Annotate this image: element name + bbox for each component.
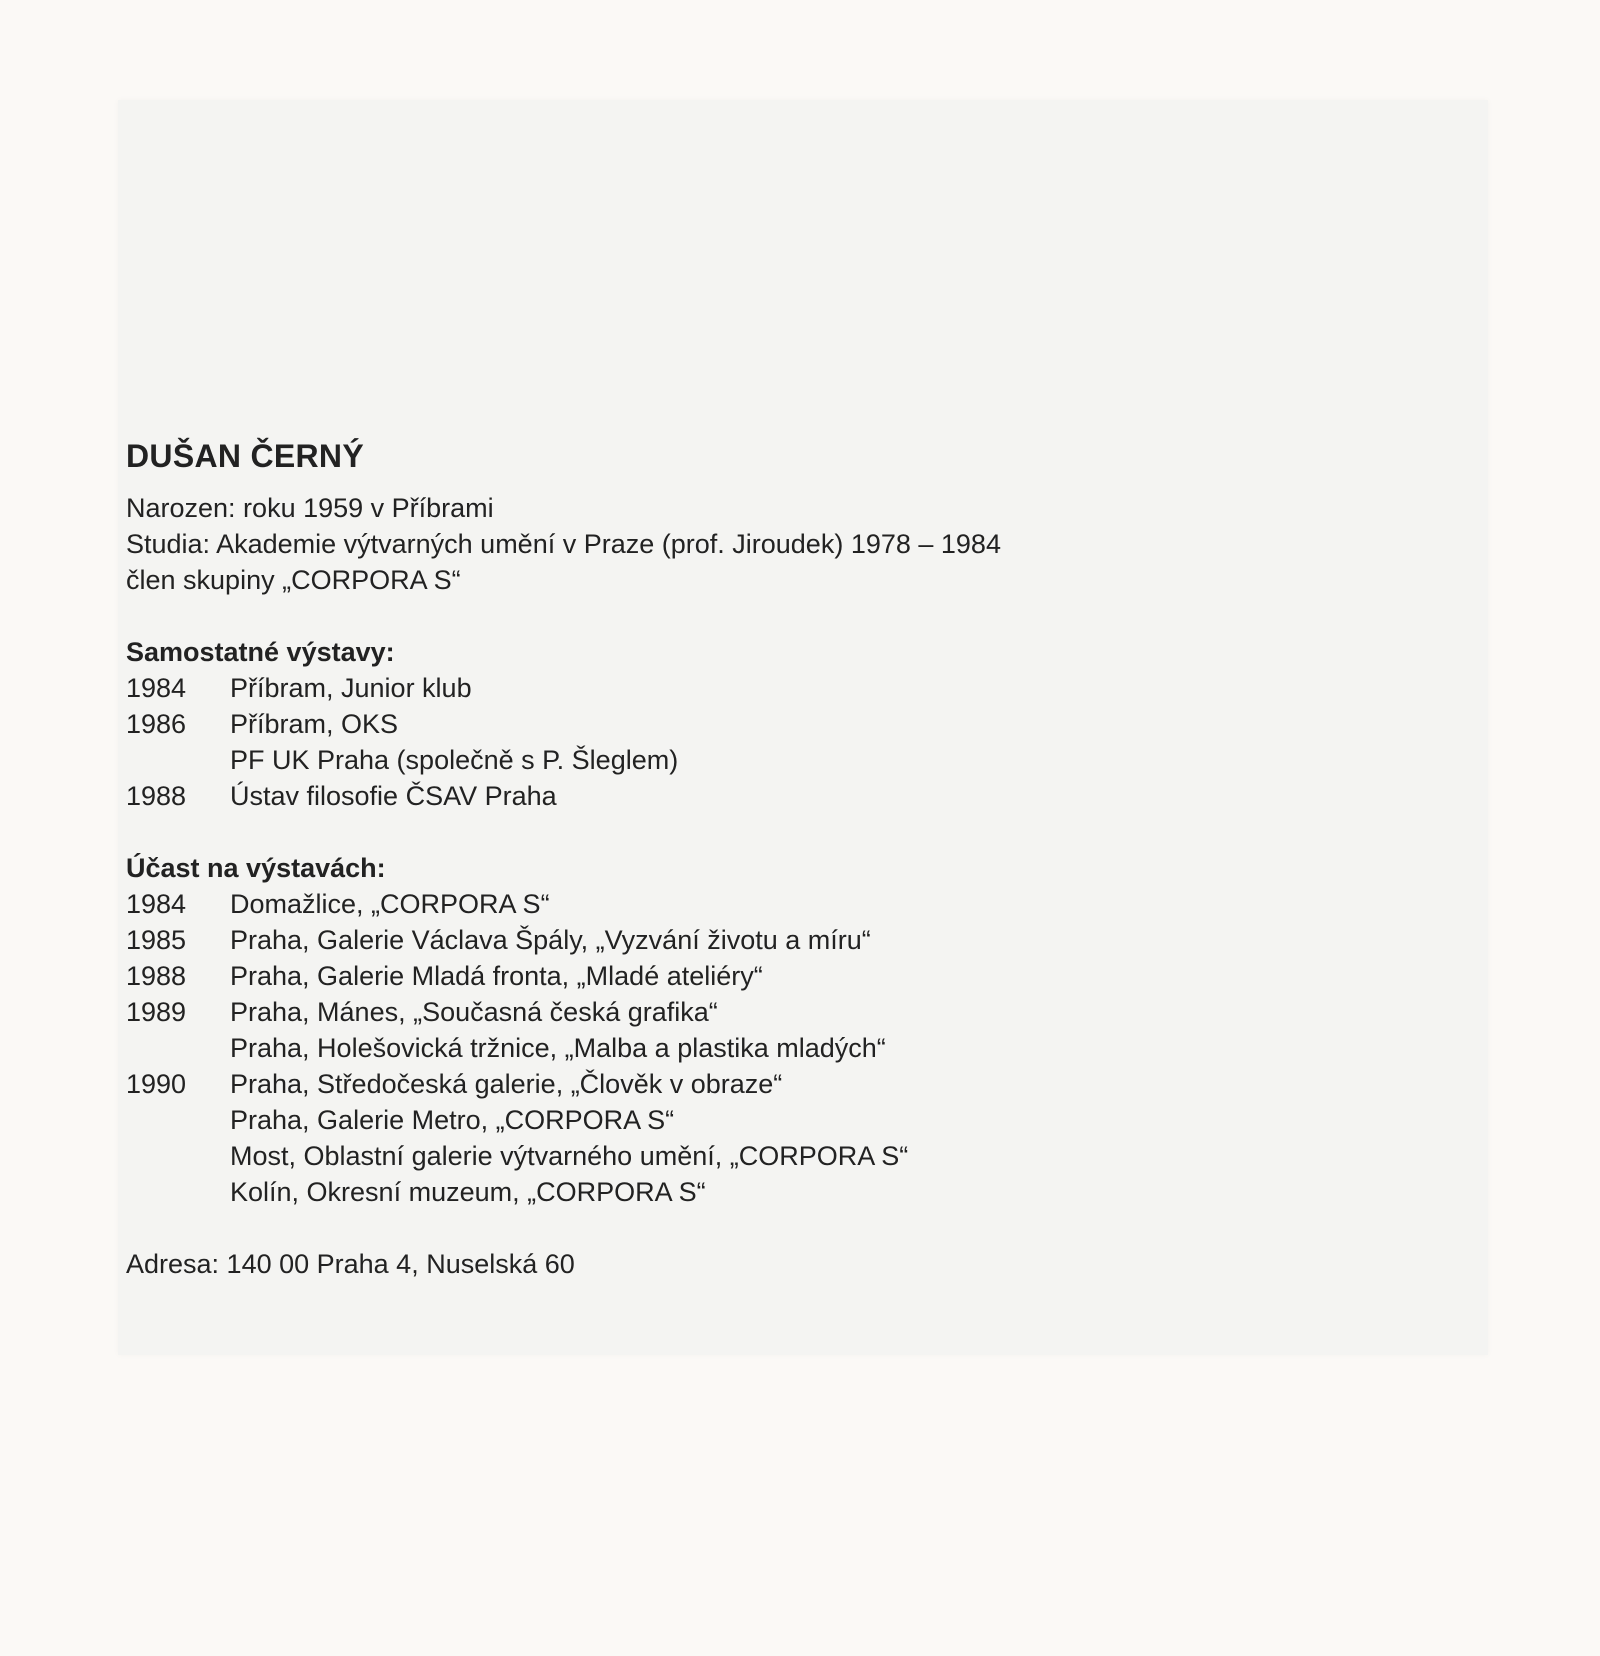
exhibition-year: 1985 <box>126 925 187 955</box>
solo-exhibitions-heading: Samostatné výstavy: <box>126 637 395 667</box>
exhibition-text: Kolín, Okresní muzeum, „CORPORA S“ <box>230 1177 706 1207</box>
exhibition-text: Domažlice, „CORPORA S“ <box>230 889 550 919</box>
exhibition-year <box>126 1102 230 1138</box>
list-item <box>126 1102 1426 1138</box>
group-exhibitions-list <box>126 886 1426 1210</box>
group-exhibitions-heading: Účast na výstavách: <box>126 853 386 883</box>
list-item <box>126 1174 1426 1210</box>
exhibition-year: 1988 <box>126 961 187 991</box>
list-item <box>126 670 1426 706</box>
exhibition-text: Most, Oblastní galerie výtvarného umění, „CORPORA S“ <box>230 1141 909 1171</box>
exhibition-year: 1986 <box>126 709 187 739</box>
exhibition-text: Praha, Středočeská galerie, „Člověk v obraze“ <box>230 1069 783 1099</box>
exhibition-text: Praha, Galerie Metro, „CORPORA S“ <box>230 1105 675 1135</box>
birth-line: Narozen: roku 1959 v Příbrami <box>126 493 494 523</box>
list-item <box>126 1030 1426 1066</box>
document-content <box>126 436 1426 1282</box>
list-item <box>126 778 1426 814</box>
exhibition-text: Praha, Galerie Mladá fronta, „Mladé ateliéry“ <box>230 961 763 991</box>
exhibition-year: 1989 <box>126 997 187 1027</box>
exhibition-text: Praha, Mánes, „Současná česká grafika“ <box>230 997 718 1027</box>
list-item <box>126 994 1426 1030</box>
exhibition-year <box>126 1174 230 1210</box>
exhibition-text: Ústav filosofie ČSAV Praha <box>230 781 557 811</box>
solo-exhibitions-list <box>126 670 1426 814</box>
address-line: Adresa: 140 00 Praha 4, Nuselská 60 <box>126 1249 575 1279</box>
membership-line: člen skupiny „CORPORA S“ <box>126 565 461 595</box>
list-item <box>126 742 1426 778</box>
exhibition-text: PF UK Praha (společně s P. Šleglem) <box>230 745 679 775</box>
studies-line: Studia: Akademie výtvarných umění v Praze (prof. Jiroudek) 1978 – 1984 <box>126 529 1001 559</box>
exhibition-year: 1984 <box>126 889 187 919</box>
exhibition-text: Příbram, OKS <box>230 709 399 739</box>
exhibition-year: 1984 <box>126 673 187 703</box>
exhibition-text: Praha, Holešovická tržnice, „Malba a plastika mladých“ <box>230 1033 886 1063</box>
exhibition-year <box>126 742 230 778</box>
exhibition-text: Praha, Galerie Václava Špály, „Vyzvání životu a míru“ <box>230 925 871 955</box>
list-item <box>126 958 1426 994</box>
exhibition-year: 1990 <box>126 1069 187 1099</box>
list-item <box>126 922 1426 958</box>
exhibition-year <box>126 1138 230 1174</box>
exhibition-year: 1988 <box>126 781 187 811</box>
list-item <box>126 1066 1426 1102</box>
list-item <box>126 706 1426 742</box>
exhibition-year <box>126 1030 230 1066</box>
list-item <box>126 886 1426 922</box>
list-item <box>126 1138 1426 1174</box>
exhibition-text: Příbram, Junior klub <box>230 673 472 703</box>
artist-name: DUŠAN ČERNÝ <box>126 438 364 474</box>
